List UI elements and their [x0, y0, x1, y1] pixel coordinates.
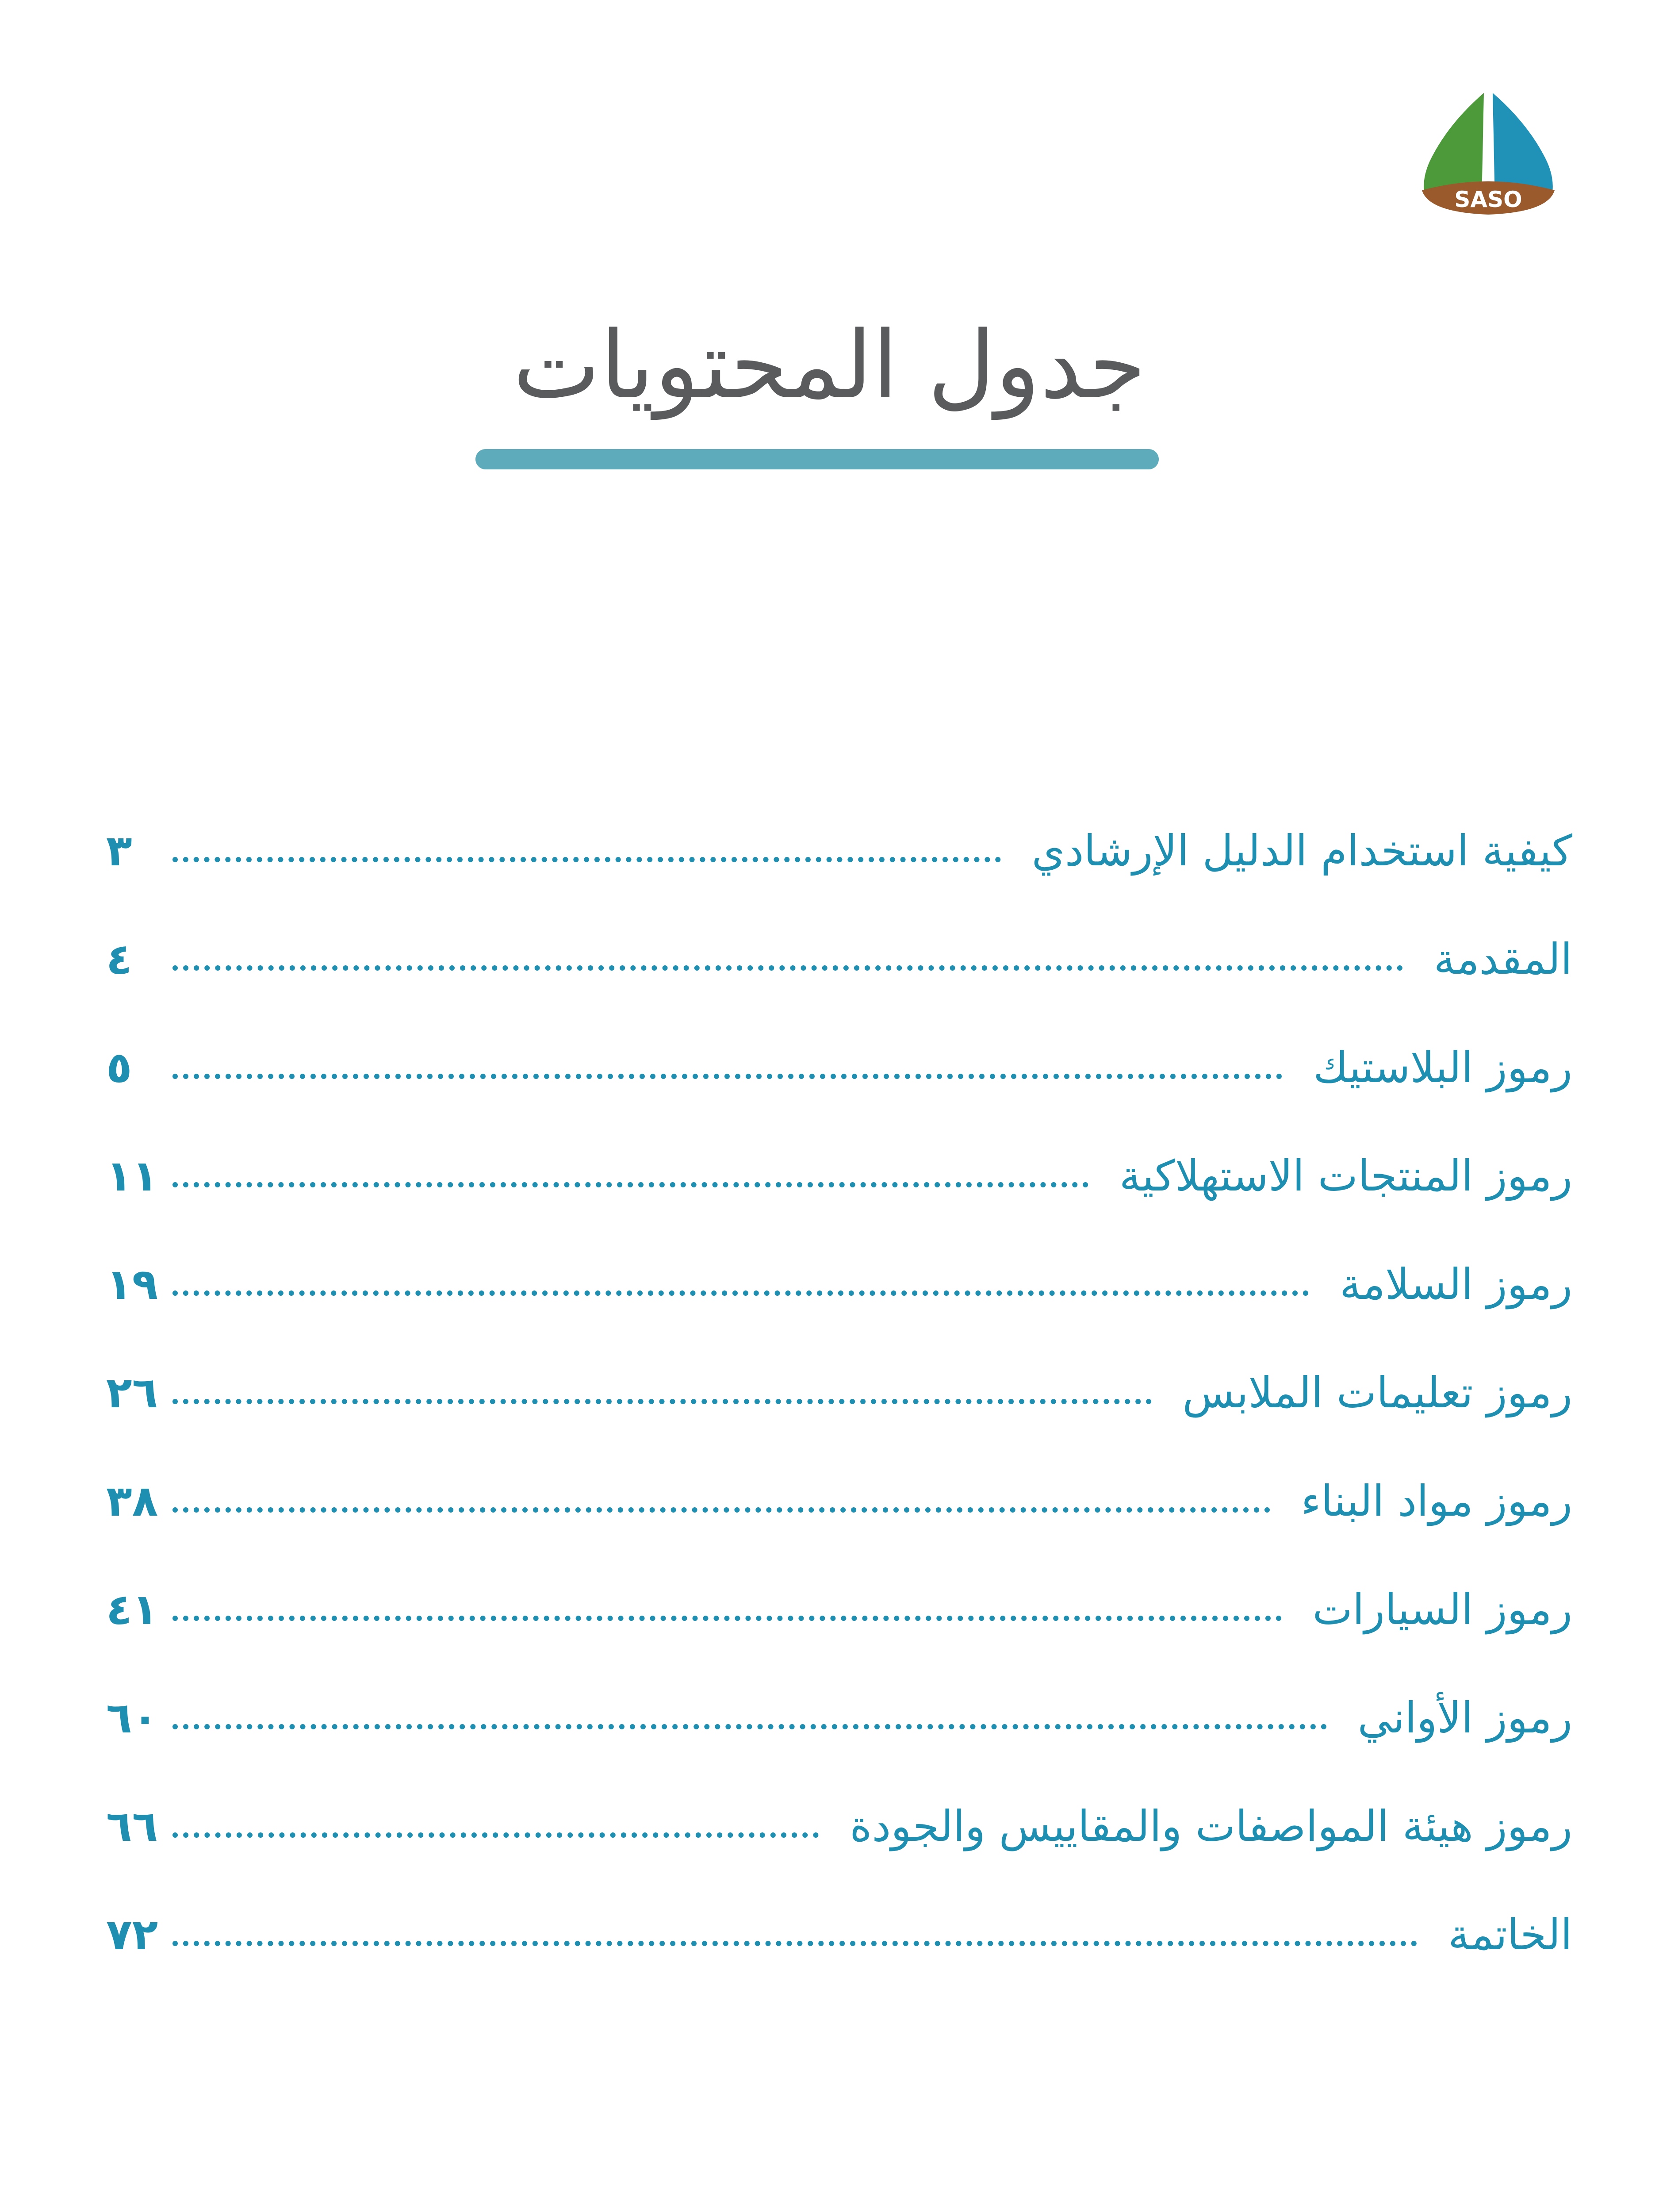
- toc-entry-page: ١٩: [106, 1259, 158, 1309]
- toc-entry[interactable]: [106, 1013, 1572, 1121]
- toc-dot-leader: [172, 1248, 1309, 1296]
- toc-dot-leader: [172, 1898, 1417, 1946]
- toc-entry-page: ٤١: [106, 1584, 158, 1634]
- toc-entry[interactable]: [106, 1663, 1572, 1772]
- toc-entry-label: رموز السلامة: [1340, 1259, 1572, 1309]
- toc-dot-leader: [172, 814, 1001, 862]
- toc-entry-page: ٣: [106, 826, 132, 876]
- toc-entry-page: ٦٦: [106, 1801, 158, 1851]
- toc-dot-leader: [172, 923, 1403, 971]
- toc-entry-label: رموز الأواني: [1357, 1693, 1572, 1743]
- toc-dot-leader: [172, 1573, 1282, 1621]
- table-of-contents: [106, 796, 1572, 1989]
- toc-dot-leader: [172, 1465, 1270, 1513]
- toc-dot-leader: [172, 1790, 819, 1838]
- toc-entry-label: رموز السيارات: [1312, 1584, 1572, 1634]
- toc-entry-label: رموز البلاستيك: [1313, 1042, 1572, 1092]
- toc-entry[interactable]: [106, 1555, 1572, 1663]
- toc-entry-page: ٧٢: [106, 1909, 158, 1959]
- toc-entry-label: الخاتمة: [1448, 1909, 1572, 1959]
- page-title: جدول المحتويات: [513, 311, 1146, 419]
- toc-entry[interactable]: [106, 1880, 1572, 1989]
- toc-dot-leader: [172, 1140, 1088, 1187]
- saso-logo: [1415, 80, 1561, 217]
- toc-entry[interactable]: [106, 1121, 1572, 1230]
- logo-text: SASO: [1454, 187, 1522, 212]
- toc-entry-label: رموز مواد البناء: [1301, 1476, 1572, 1526]
- toc-entry-label: رموز تعليمات الملابس: [1182, 1367, 1572, 1417]
- toc-entry-label: كيفية استخدام الدليل الإرشادي: [1031, 826, 1572, 876]
- toc-entry-page: ٢٦: [106, 1367, 158, 1417]
- toc-entry-page: ٤: [106, 934, 132, 984]
- toc-entry-page: ٥: [106, 1042, 132, 1092]
- toc-entry[interactable]: [106, 1230, 1572, 1338]
- toc-entry-label: المقدمة: [1433, 934, 1572, 984]
- toc-entry-label: رموز المنتجات الاستهلاكية: [1119, 1151, 1572, 1201]
- toc-entry-page: ١١: [106, 1151, 158, 1201]
- toc-entry-page: ٦٠: [106, 1693, 158, 1743]
- toc-entry[interactable]: [106, 1772, 1572, 1880]
- toc-entry[interactable]: [106, 796, 1572, 905]
- toc-entry-label: رموز هيئة المواصفات والمقاييس والجودة: [850, 1801, 1572, 1851]
- title-underline: [475, 449, 1159, 469]
- toc-entry[interactable]: [106, 1338, 1572, 1447]
- toc-entry[interactable]: [106, 1447, 1572, 1555]
- toc-dot-leader: [172, 1031, 1282, 1079]
- toc-dot-leader: [172, 1356, 1152, 1404]
- toc-entry-page: ٣٨: [106, 1476, 158, 1526]
- toc-entry[interactable]: [106, 905, 1572, 1013]
- toc-dot-leader: [172, 1682, 1327, 1729]
